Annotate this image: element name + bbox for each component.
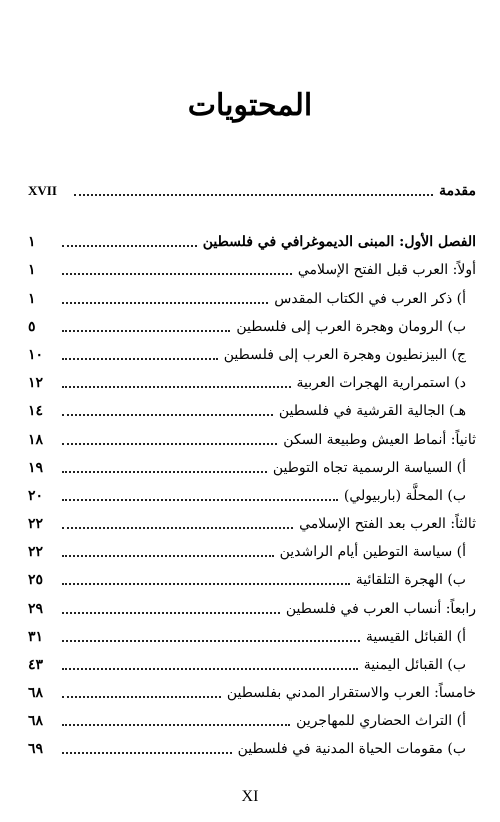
toc-entry-section	[28, 596, 476, 622]
toc-page-number: ٦٨	[28, 713, 44, 729]
toc-entry-title: ب) الهجرة التلقائية	[355, 572, 466, 588]
dot-leader	[62, 708, 290, 734]
toc-entry-section	[28, 257, 476, 283]
toc-page-number: ٢٢	[28, 516, 44, 532]
toc-entry-title: ب) القبائل اليمنية	[363, 657, 466, 673]
toc-page-number: ٢٢	[28, 544, 44, 560]
toc-entry-title: مقدمة	[439, 183, 476, 199]
page-folio: XI	[241, 788, 259, 805]
dot-leader	[62, 680, 221, 706]
toc-entry-title: أ) التراث الحضاري للمهاجرين	[296, 713, 466, 729]
dot-leader	[62, 257, 292, 283]
page-title: المحتويات	[187, 88, 313, 123]
dot-leader	[62, 736, 232, 762]
toc-entry-title: ب) الرومان وهجرة العرب إلى فلسطين	[236, 319, 466, 335]
toc-entry-section	[28, 680, 476, 706]
toc-entry-subsection	[28, 736, 476, 762]
dot-leader	[62, 342, 218, 368]
toc-entry-subsection	[28, 314, 476, 340]
toc-entry-title: ثالثاً: العرب بعد الفتح الإسلامي	[299, 516, 476, 532]
toc-entry-title: ب) مقومات الحياة المدنية في فلسطين	[237, 741, 466, 757]
toc-entry-chapter-1	[28, 229, 476, 255]
dot-leader	[74, 178, 433, 204]
toc-entry-subsection	[28, 624, 476, 650]
toc-entry-title: ثانياً: أنماط العيش وطبيعة السكن	[283, 432, 476, 448]
dot-leader	[62, 511, 293, 537]
toc-entry-title: أ) السياسة الرسمية تجاه التوطين	[272, 460, 466, 476]
toc-entry-title: أ) القبائل القيسية	[365, 629, 466, 645]
toc-entry-title: خامساً: العرب والاستقرار المدني بفلسطين	[226, 685, 476, 701]
dot-leader	[62, 567, 350, 593]
toc-entry-title: رابعاً: أنساب العرب في فلسطين	[285, 601, 476, 617]
dot-leader	[62, 596, 280, 622]
toc-entry-section	[28, 427, 476, 453]
toc-entry-subsection	[28, 652, 476, 678]
dot-leader	[62, 539, 274, 565]
toc-page-number: ٦٨	[28, 685, 44, 701]
dot-leader	[62, 229, 197, 255]
toc-page-number: ١	[28, 262, 36, 278]
dot-leader	[62, 398, 273, 424]
toc-entry-subsection	[28, 342, 476, 368]
toc-entry-subsection	[28, 567, 476, 593]
toc-entry-subsection	[28, 398, 476, 424]
toc-page-number: ١٩	[28, 460, 44, 476]
toc-entry-title: ب) المحلَّة (باربيولي)	[343, 488, 466, 504]
toc-page-number: ١٤	[28, 403, 44, 419]
toc-page-number: ٤٣	[28, 657, 44, 673]
toc-entry-introduction	[28, 178, 476, 204]
dot-leader	[62, 370, 291, 396]
dot-leader	[62, 624, 360, 650]
dot-leader	[62, 652, 358, 678]
toc-entry-section	[28, 511, 476, 537]
toc-entry-title: د) استمرارية الهجرات العربية	[296, 375, 466, 391]
toc-page-number: ٢٩	[28, 601, 44, 617]
toc-entry-subsection	[28, 455, 476, 481]
toc-page-number: ١٨	[28, 432, 44, 448]
toc-entry-title: أ) سياسة التوطين أيام الراشدين	[279, 544, 466, 560]
dot-leader	[62, 483, 338, 509]
toc-page-number: ١	[28, 291, 36, 307]
toc-page-number: ٦٩	[28, 741, 44, 757]
toc-entry-subsection	[28, 286, 476, 312]
toc-page-number: ٣١	[28, 629, 44, 645]
toc-page-number: XVII	[28, 183, 57, 198]
toc-entry-title: هـ) الجالية القرشية في فلسطين	[278, 403, 466, 419]
toc-page-number: ٥	[28, 319, 36, 335]
toc-entry-subsection	[28, 483, 476, 509]
toc-page-number: ١٢	[28, 375, 44, 391]
dot-leader	[62, 314, 230, 340]
toc-entry-title: الفصل الأول: المبنى الديموغرافي في فلسطين	[202, 234, 476, 250]
toc-page-number: ٢٥	[28, 572, 44, 588]
toc-entry-title: أ) ذكر العرب في الكتاب المقدس	[274, 291, 466, 307]
toc-entry-title: أولاً: العرب قبل الفتح الإسلامي	[297, 262, 476, 278]
toc-entry-subsection	[28, 370, 476, 396]
toc-page-number: ١	[28, 234, 36, 250]
toc-entry-subsection	[28, 539, 476, 565]
toc-entry-title: ج) البيزنطيون وهجرة العرب إلى فلسطين	[223, 347, 466, 363]
toc-page-number: ١٠	[28, 347, 44, 363]
dot-leader	[62, 286, 268, 312]
dot-leader	[62, 427, 277, 453]
dot-leader	[62, 455, 267, 481]
toc-page-number: ٢٠	[28, 488, 44, 504]
toc-entry-subsection	[28, 708, 476, 734]
